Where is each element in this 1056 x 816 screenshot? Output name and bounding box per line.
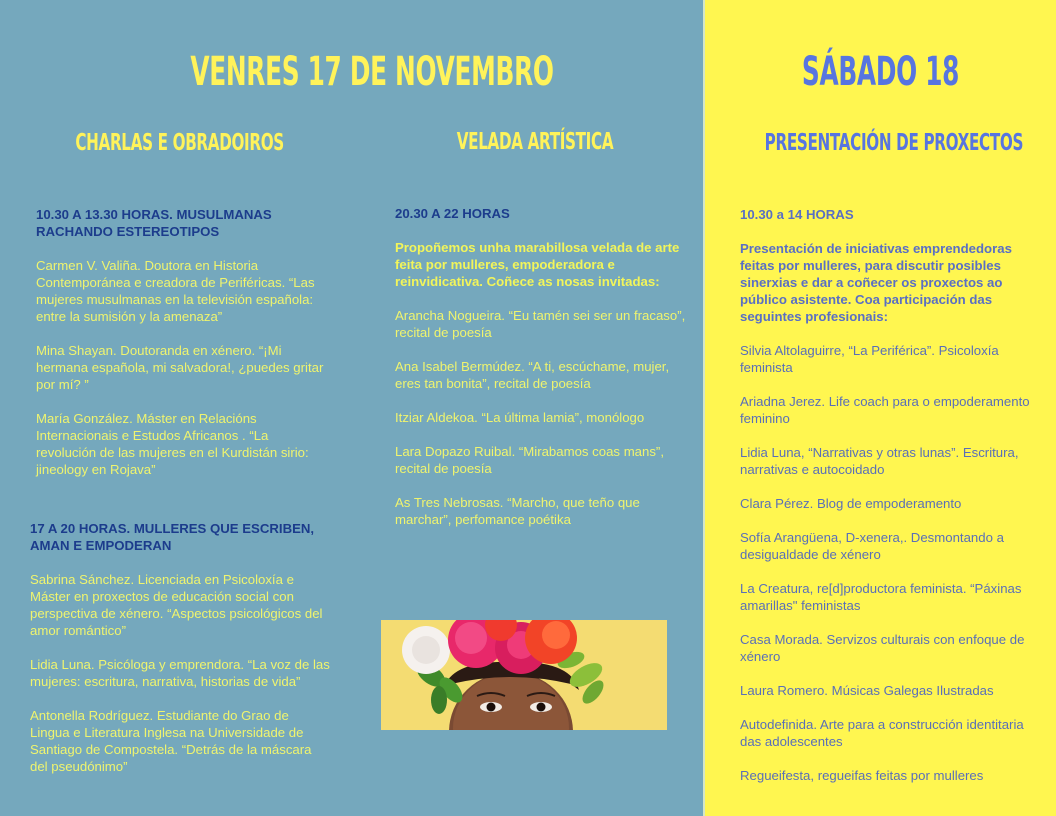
session-intro: Propoñemos unha marabillosa velada de arte feita por mulleres, empoderadora e reinvidicativa. Coñece as nosas invitadas: (395, 240, 680, 289)
speaker-item: Lidia Luna. Psicóloga y emprendora. “La voz de las mujeres: escritura, narrativa, historias de vida” (30, 657, 330, 689)
participant-item: Lidia Luna, “Narrativas y otras lunas”. Escritura, narrativas e autocoidado (740, 445, 1019, 477)
participant-item: La Creatura, re[d]productora feminista. “Páxinas amarillas" feministas (740, 581, 1022, 613)
speaker-item: Mina Shayan. Doutoranda en xénero. “¡Mi hermana española, mi salvadora!, ¿puedes gritar por mí? ” (36, 343, 324, 392)
afternoon-session (30, 520, 330, 792)
friday-title: VENRES 17 DE NOVEMBRO (190, 49, 554, 95)
session-header: 10.30 a 14 HORAS (740, 207, 854, 222)
session-header: 17 A 20 HORAS. MULLERES QUE ESCRIBEN, AMAN E EMPODERAN (30, 521, 315, 553)
performer-item: Arancha Nogueira. “Eu tamén sei ser un fracaso”, recital de poesía (395, 308, 686, 340)
speaker-item: Carmen V. Valiña. Doutora en Historia Contemporánea e creadora de Periféricas. “Las mujeres musulmanas en la televisión española: entre la sumisión y la amenaza” (36, 258, 315, 324)
morning-session (36, 206, 326, 495)
performer-item: Lara Dopazo Ruibal. “Mirabamos coas mans”, recital de poesía (395, 444, 664, 476)
session-header: 20.30 A 22 HORAS (395, 206, 510, 221)
projects-section-title: PRESENTACIÓN DE PROXECTOS (764, 130, 1024, 156)
participant-item: Sofía Arangüena, D-xenera,. Desmontando a desigualdade de xénero (740, 530, 1004, 562)
session-header: 10.30 A 13.30 HORAS. MUSULMANAS RACHANDO ESTEREOTIPOS (36, 207, 272, 239)
participant-item: Silvia Altolaguirre, “La Periférica”. Psicoloxía feminista (740, 343, 999, 375)
participant-item: Clara Pérez. Blog de empoderamento (740, 496, 962, 511)
participant-item: Ariadna Jerez. Life coach para o empoderamento feminino (740, 394, 1030, 426)
speaker-item: María González. Máster en Relacións Internacionais e Estudos Africanos . “La revolución de las mujeres en el Kurdistán sirio: jineology en Rojava” (36, 411, 309, 477)
session-intro: Presentación de iniciativas emprendedoras feitas por mulleres, para discutir posibles sinerxias e dar a coñecer os proxectos ao público asistente. Coa participación das seguintes profesionais: (740, 241, 1012, 324)
evening-session (395, 205, 690, 545)
participant-item: Casa Morada. Servizos culturais con enfoque de xénero (740, 632, 1025, 664)
performer-item: Ana Isabel Bermúdez. “A ti, escúchame, mujer, eres tan bonita”, recital de poesía (395, 359, 670, 391)
speaker-item: Antonella Rodríguez. Estudiante do Grao de Lingua e Literatura Inglesa na Universidade de Santiago de Compostela. “Detrás de la máscara del pseudónimo” (30, 708, 312, 774)
flower-crown-photo (381, 620, 667, 730)
talks-section-title: CHARLAS E OBRADOIROS (75, 130, 284, 156)
evening-section-title: VELADA ARTÍSTICA (456, 129, 614, 155)
participant-item: Laura Romero. Músicas Galegas Ilustradas (740, 683, 994, 698)
performer-item: As Tres Nebrosas. “Marcho, que teño que marchar”, perfomance poétika (395, 495, 640, 527)
woman-with-flower-crown-image (381, 620, 667, 730)
saturday-title: SÁBADO 18 (801, 49, 960, 95)
performer-item: Itziar Aldekoa. “La última lamia”, monólogo (395, 410, 645, 425)
speaker-item: Sabrina Sánchez. Licenciada en Psicoloxía e Máster en proxectos de educación social con perspectiva de xénero. “Aspectos psicológicos del amor romántico” (30, 572, 323, 638)
participant-item: Autodefinida. Arte para a construcción identitaria das adolescentes (740, 717, 1024, 749)
participant-item: Regueifesta, regueifas feitas por mulleres (740, 768, 984, 783)
projects-session (740, 206, 1030, 801)
